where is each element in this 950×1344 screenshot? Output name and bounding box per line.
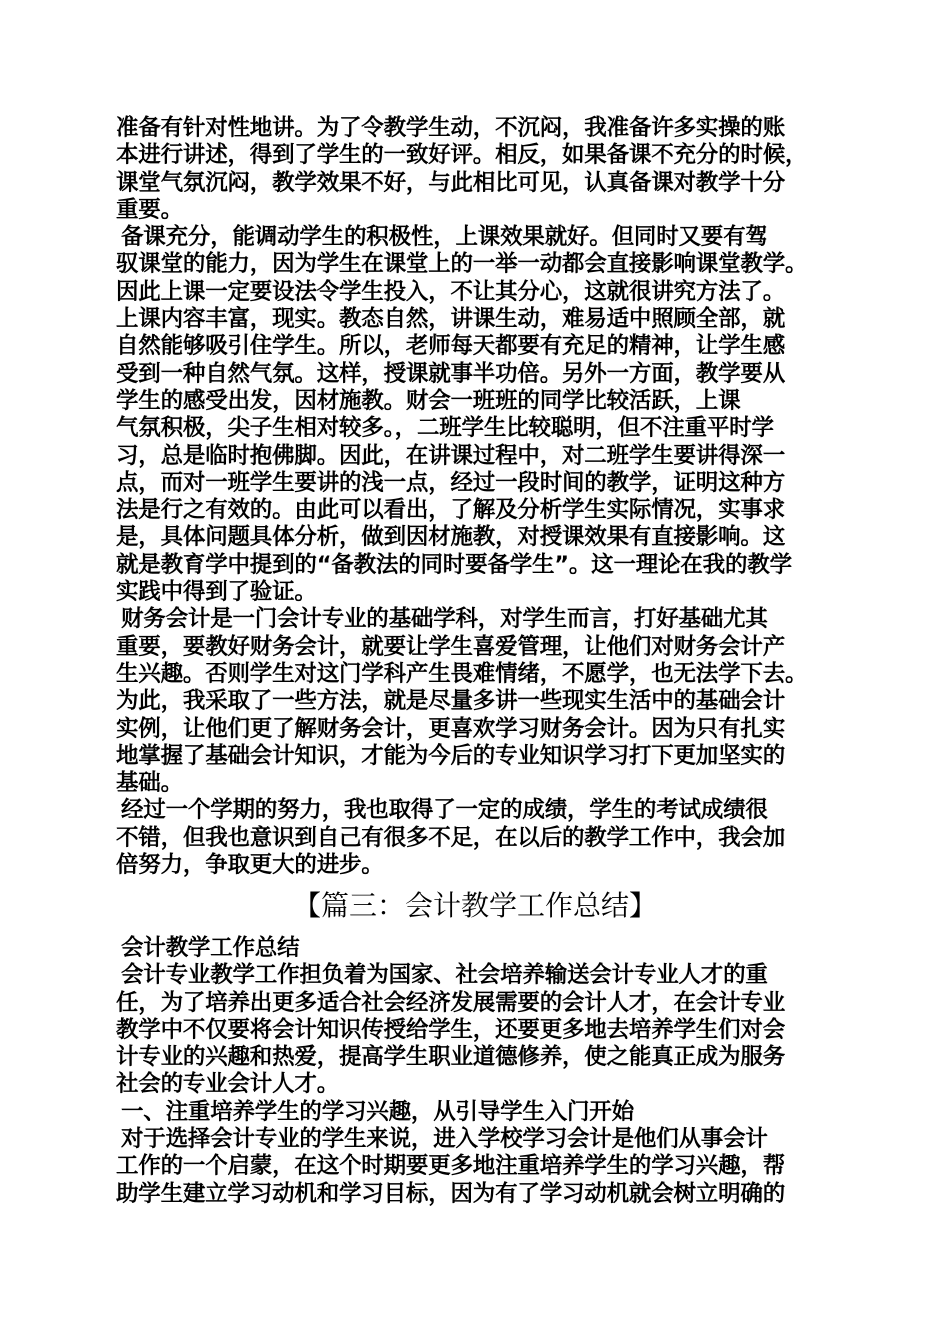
text-line: 助学生建立学习动机和学习目标，因为有了学习动机就会树立明确的: [116, 1180, 786, 1207]
paragraph: [116, 1126, 856, 1208]
paragraph: [116, 797, 856, 879]
text-line: 学生的感受出发，因材施教。财会一班班的同学比较活跃，上课: [116, 387, 741, 414]
text-line: 课堂气氛沉闷，教学效果不好，与此相比可见，认真备课对教学十分: [116, 169, 786, 196]
text-line: 教学中不仅要将会计知识传授给学生，还要更多地去培养学生们对会: [116, 1016, 786, 1043]
text-line: 实践中得到了验证。: [116, 579, 317, 606]
text-line: 工作的一个启蒙，在这个时期要更多地注重培养学生的学习兴趣，帮: [116, 1153, 786, 1180]
text-line: 计专业的兴趣和热爱，提高学生职业道德修养，使之能真正成为服务: [116, 1044, 786, 1071]
text-line: 自然能够吸引住学生。所以，老师每天都要有充足的精神，让学生感: [116, 333, 786, 360]
subsection-heading: 一、注重培养学生的学习兴趣，从引导学生入门开始: [121, 1098, 634, 1125]
text-line: 基础。: [116, 770, 183, 797]
text-line: 法是行之有效的。由此可以看出，了解及分析学生实际情况，实事求: [116, 497, 786, 524]
text-line: 地掌握了基础会计知识，才能为今后的专业知识学习打下更加坚实的: [116, 742, 786, 769]
text-line: 生兴趣。否则学生对这门学科产生畏难情绪，不愿学，也无法学下去。: [116, 660, 808, 687]
text-line: 本进行讲述，得到了学生的一致好评。相反，如果备课不充分的时候，: [116, 142, 808, 169]
text-line: 上课内容丰富，现实。教态自然，讲课生动，难易适中照顾全部，就: [116, 306, 786, 333]
text-line: 实例，让他们更了解财务会计，更喜欢学习财务会计。因为只有扎实: [116, 715, 786, 742]
text-line: 点，而对一班学生要讲的浅一点，经过一段时间的教学，证明这种方: [116, 469, 786, 496]
text-line: 因此上课一定要设法令学生投入，不让其分心，这就很讲究方法了。: [116, 278, 786, 305]
text-line: 社会的专业会计人才。: [116, 1071, 340, 1098]
text-line: 倍努力，争取更大的进步。: [116, 852, 384, 879]
text-line: 任，为了培养出更多适合社会经济发展需要的会计人才，在会计专业: [116, 989, 786, 1016]
text-line: 气氛积极，尖子生相对较多。，二班学生比较聪明，但不注重平时学: [116, 415, 774, 442]
paragraph: [116, 115, 856, 224]
text-line: 备课充分，能调动学生的积极性，上课效果就好。但同时又要有驾: [121, 224, 768, 251]
section-subtitle: 会计教学工作总结: [121, 935, 300, 961]
text-line: 是，具体问题具体分析，做到因材施教，对授课效果有直接影响。这: [116, 524, 786, 551]
text-line: 财务会计是一门会计专业的基础学科，对学生而言，打好基础尤其: [121, 606, 768, 633]
text-line: 驭课堂的能力，因为学生在课堂上的一举一动都会直接影响课堂教学。: [116, 251, 808, 278]
body-text-lower: [116, 935, 856, 1208]
text-line: 为此，我采取了一些方法，就是尽量多讲一些现实生活中的基础会计: [116, 688, 786, 715]
text-line: 受到一种自然气氛。这样，授课就事半功倍。另外一方面，教学要从: [116, 360, 786, 387]
paragraph: [116, 606, 856, 797]
text-line: 习，总是临时抱佛脚。因此，在讲课过程中，对二班学生要讲得深一: [116, 442, 786, 469]
section-heading: 【篇三：会计教学工作总结】: [292, 889, 657, 922]
text-line: 不错，但我也意识到自己有很多不足，在以后的教学工作中，我会加: [116, 824, 786, 851]
text-line: 对于选择会计专业的学生来说，进入学校学习会计是他们从事会计: [121, 1126, 768, 1153]
text-line: 经过一个学期的努力，我也取得了一定的成绩，学生的考试成绩很: [121, 797, 768, 824]
text-line: 会计专业教学工作担负着为国家、社会培养输送会计专业人才的重: [121, 962, 768, 989]
paragraph: [116, 962, 856, 1098]
text-line: 就是教育学中提到的“备教法的同时要备学生”。这一理论在我的教学: [116, 551, 792, 578]
text-line: 重要。: [116, 196, 183, 223]
body-text-upper: [116, 115, 856, 879]
text-line: 重要，要教好财务会计，就要让学生喜爱管理，让他们对财务会计产: [116, 633, 786, 660]
paragraph: [116, 224, 856, 606]
text-line: 准备有针对性地讲。为了令教学生动，不沉闷，我准备许多实操的账: [116, 115, 786, 141]
